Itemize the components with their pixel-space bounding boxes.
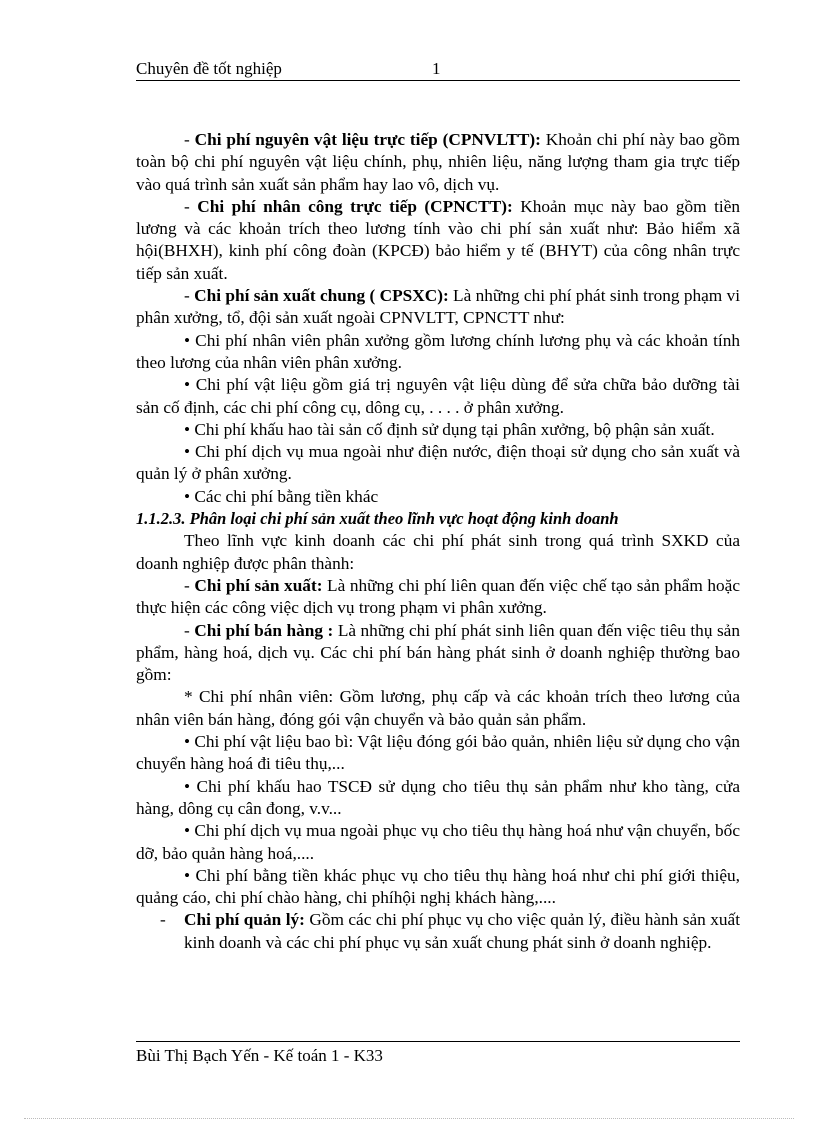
paragraph-management-cost: - Chi phí quản lý: Gồm các chi phí phục vụ cho việc quản lý, điều hành sản xuất kinh doanh và các chi phí phục vụ sản xuất chung phát sinh ở doanh nghiệp. (160, 910, 740, 952)
paragraph-production-cost: - Chi phí sản xuất: Là những chi phí liên quan đến việc chế tạo sản phẩm hoặc thực hiện các công việc dịch vụ trong phạm vi phân xưởng. (136, 575, 740, 618)
bullet-item: • Chi phí khấu hao TSCĐ sử dụng cho tiêu thụ sản phẩm như kho tàng, cửa hàng, dông cụ cân đong, v.v... (136, 776, 740, 818)
bullet-item: • Chi phí dịch vụ mua ngoài như điện nước, điện thoại sử dụng cho sản xuất và quản lý ở phân xưởng. (136, 442, 740, 484)
bullet-item: • Chi phí vật liệu gồm giá trị nguyên vật liệu dùng để sửa chữa bảo dưỡng tài sản cố định, các chi phí công cụ, dông cụ, . . . . ở phân xưởng. (136, 375, 740, 417)
page-header (136, 58, 740, 81)
footer-author: Bùi Thị Bạch Yến - Kế toán 1 - K33 (136, 1046, 383, 1065)
bullet-item: * Chi phí nhân viên: Gồm lương, phụ cấp và các khoản trích theo lương của nhân viên bán hàng, đóng gói vận chuyển và bảo quản sản phẩm. (136, 687, 740, 729)
section-heading: 1.1.2.3. Phân loại chi phí sản xuất theo lĩnh vực hoạt động kinh doanh (136, 509, 619, 529)
paragraph-cpnvltt: - Chi phí nguyên vật liệu trực tiếp (CPNVLTT): Khoản chi phí này bao gồm toàn bộ chi phí nguyên vật liệu chính, phụ, nhiên liệu, năng lượng tham gia trực tiếp vào quá trình sản xuất sản phẩm hay lao vô, dịch vụ. (136, 130, 740, 194)
paragraph-cpsxc: - Chi phí sản xuất chung ( CPSXC): Là những chi phí phát sinh trong phạm vi phân xưởng, tổ, đội sản xuất ngoài CPNVLTT, CPNCTT như: (136, 286, 741, 328)
document-title: Chuyên đề tốt nghiệp (136, 59, 282, 78)
page-footer (136, 1041, 740, 1065)
bullet-item: • Chi phí khấu hao tài sản cố định sử dụng tại phân xưởng, bộ phận sản xuất. (184, 419, 715, 439)
page-number: 1 (432, 59, 441, 78)
document-body (136, 129, 740, 954)
bullet-item: • Chi phí bằng tiền khác phục vụ cho tiêu thụ hàng hoá như chi phí giới thiệu, quảng cáo, chi phí chào hàng, chi phíhội nghị khách hàng,.... (136, 865, 740, 908)
paragraph-cpnctt: - Chi phí nhân công trực tiếp (CPNCTT): Khoản mục này bao gồm tiền lương và các khoản trích theo lương tính vào chi phí sản xuất như: Bảo hiểm xã hội(BHXH), kinh phí công đoàn (KPCĐ) bảo hiểm y tế (BHYT) của công nhân trực tiếp sản xuất. (136, 196, 741, 283)
bullet-item: • Chi phí dịch vụ mua ngoài phục vụ cho tiêu thụ hàng hoá như vận chuyển, bốc dỡ, bảo quản hàng hoá,.... (136, 821, 740, 863)
paragraph-intro: Theo lĩnh vực kinh doanh các chi phí phát sinh trong quá trình SXKD của doanh nghiệp được phân thành: (136, 531, 740, 573)
bullet-item: • Chi phí nhân viên phân xưởng gồm lương chính lương phụ và các khoản tính theo lương của nhân viên phân xưởng. (136, 330, 740, 372)
bullet-item: • Chi phí vật liệu bao bì: Vật liệu đóng gói bảo quản, nhiên liệu sử dụng cho vận chuyển hàng hoá đi tiêu thụ,... (136, 732, 741, 774)
page-edge-divider (24, 1118, 794, 1119)
bullet-item: • Các chi phí bằng tiền khác (184, 486, 379, 506)
paragraph-sales-cost: - Chi phí bán hàng : Là những chi phí phát sinh liên quan đến việc tiêu thụ sản phẩm, hàng hoá, dịch vụ. Các chi phí bán hàng phát sinh ở doanh nghiệp thường bao gồm: (136, 620, 740, 685)
